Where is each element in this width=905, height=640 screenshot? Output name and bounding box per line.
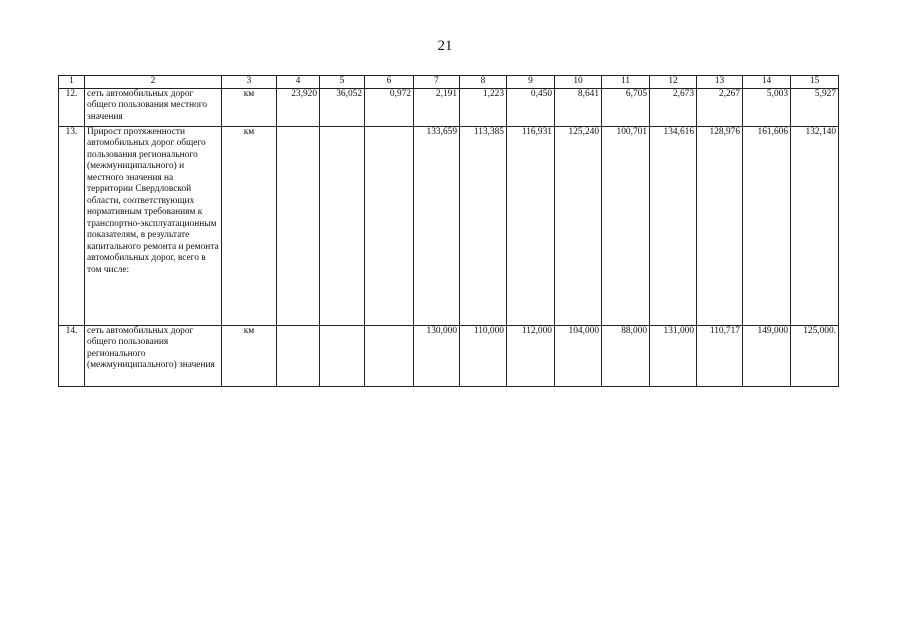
value-cell — [365, 325, 414, 386]
value-cell: 134,616 — [650, 126, 697, 325]
row-number: 12. — [59, 88, 85, 126]
value-cell: 110,717 — [697, 325, 743, 386]
row-name: сеть автомобильных дорог общего пользования регионального (межмуниципального) значения — [85, 325, 222, 386]
row-number: 14. — [59, 325, 85, 386]
value-cell: 8,641 — [555, 88, 602, 126]
row-unit: км — [222, 88, 277, 126]
column-header: 6 — [365, 76, 414, 89]
value-cell: 88,000 — [602, 325, 650, 386]
value-cell: 23,920 — [277, 88, 320, 126]
column-header: 5 — [320, 76, 365, 89]
value-cell: 132,140 — [791, 126, 839, 325]
value-cell: 1,223 — [460, 88, 507, 126]
row-name: Прирост протяженности автомобильных дорог общего пользования регионального (межмуниципального) и местного значения на территории Свердловской области, соответствующих нормативным требованиям к транспортно-эксплуатационным показателям, в результате капитального ремонта и ремонта автомобильных дорог, всего в том числе: — [85, 126, 222, 325]
value-cell: 116,931 — [507, 126, 555, 325]
table-header-row — [59, 76, 839, 89]
row-name: сеть автомобильных дорог общего пользования местного значения — [85, 88, 222, 126]
column-header: 10 — [555, 76, 602, 89]
value-cell: 128,976 — [697, 126, 743, 325]
column-header: 13 — [697, 76, 743, 89]
row-number: 13. — [59, 126, 85, 325]
column-header: 14 — [743, 76, 791, 89]
value-cell: 113,385 — [460, 126, 507, 325]
value-cell: 161,606 — [743, 126, 791, 325]
value-cell — [320, 126, 365, 325]
column-header: 9 — [507, 76, 555, 89]
column-header: 3 — [222, 76, 277, 89]
value-cell: 125,240 — [555, 126, 602, 325]
value-cell — [365, 126, 414, 325]
value-cell: 5,927 — [791, 88, 839, 126]
column-header: 2 — [85, 76, 222, 89]
value-cell: 100,701 — [602, 126, 650, 325]
row-unit: км — [222, 325, 277, 386]
value-cell: 36,052 — [320, 88, 365, 126]
value-cell: 0,450 — [507, 88, 555, 126]
column-header: 15 — [791, 76, 839, 89]
value-cell: 6,705 — [602, 88, 650, 126]
value-cell: 2,191 — [414, 88, 460, 126]
table-row — [59, 88, 839, 126]
value-cell: 2,673 — [650, 88, 697, 126]
value-cell: 110,000 — [460, 325, 507, 386]
value-cell: 130,000 — [414, 325, 460, 386]
page-number: 21 — [437, 38, 453, 54]
column-header: 11 — [602, 76, 650, 89]
value-cell: 131,000 — [650, 325, 697, 386]
value-cell: 0,972 — [365, 88, 414, 126]
column-header: 8 — [460, 76, 507, 89]
value-cell — [320, 325, 365, 386]
value-cell: 133,659 — [414, 126, 460, 325]
row-unit: км — [222, 126, 277, 325]
data-table — [58, 75, 839, 387]
column-header: 4 — [277, 76, 320, 89]
value-cell: 5,003 — [743, 88, 791, 126]
value-cell: 104,000 — [555, 325, 602, 386]
value-cell — [277, 325, 320, 386]
value-cell — [277, 126, 320, 325]
table-row — [59, 325, 839, 386]
column-header: 12 — [650, 76, 697, 89]
value-cell: 125,000. — [791, 325, 839, 386]
column-header: 1 — [59, 76, 85, 89]
value-cell: 2,267 — [697, 88, 743, 126]
value-cell: 149,000 — [743, 325, 791, 386]
table-row — [59, 126, 839, 325]
value-cell: 112,000 — [507, 325, 555, 386]
column-header: 7 — [414, 76, 460, 89]
